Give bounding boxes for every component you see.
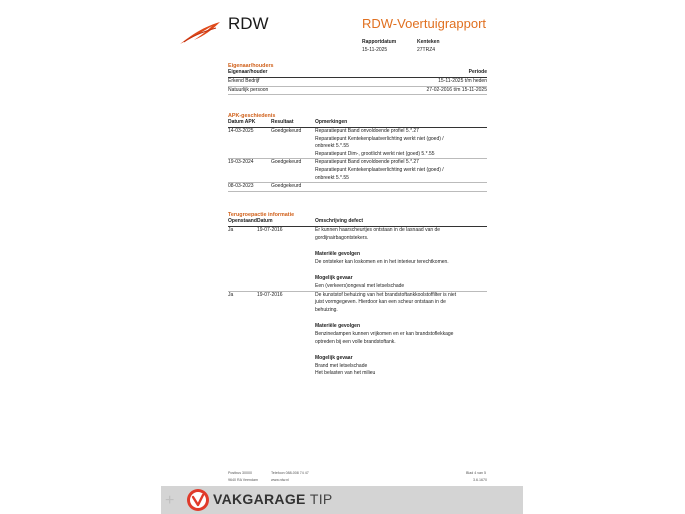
col-recall-date: Datum (257, 218, 273, 225)
period-cell: 27-02-2016 t/m 15-11-2025 (426, 86, 487, 93)
remark-line: Reparatiepunt Dim-, grootlicht werkt niet (goed) 5.*.55 (315, 150, 435, 157)
apk-result-cell: Goedgekeurd (271, 183, 302, 190)
consequence-label: Materiële gevolgen (315, 323, 361, 330)
col-period: Periode (468, 69, 487, 76)
holder-cell: Erkend Bedrijf (228, 78, 260, 84)
apk-section-title: APK-geschiedenis (228, 113, 276, 119)
vakgarage-banner (161, 486, 523, 514)
remark-line: Reparatiepunt Band onvoldoende profiel 5.*.27 (315, 159, 419, 166)
col-holder: Eigenaar/houder (228, 69, 268, 76)
apk-result-cell: Goedgekeurd (271, 159, 302, 166)
footer-website: www.rdw.nl (271, 478, 289, 482)
danger-label: Mogelijk gevaar (315, 355, 353, 362)
vakgarage-tip: TIP (309, 491, 333, 507)
recall-open-cell: Ja (228, 227, 234, 233)
table-row (228, 87, 487, 96)
defect-line: De kunststof behuizing van het brandstoftankkoolstoffilter is niet (315, 291, 457, 298)
consequence-label: Materiële gevolgen (315, 251, 361, 258)
defect-line: juist vormgegeven. Hierdoor kan een scheur ontstaan in de (315, 299, 446, 306)
danger-text: Brand met letselschade (315, 362, 368, 369)
remark-line: onbreekt 5.*.55 (315, 174, 349, 181)
footer-address-2: 9640 RA Veendam (228, 478, 258, 482)
vakgarage-wordmark (213, 491, 333, 507)
remark-line: Reparatiepunt Kentekenplaatverlichting werkt niet (goed) / (315, 135, 444, 142)
recall-header-row (228, 219, 487, 227)
spacer (315, 314, 456, 323)
recall-date-cell: 19-07-2016 (257, 291, 283, 298)
table-row (228, 227, 487, 292)
plate-label: Kenteken (417, 39, 440, 45)
consequence-text: De ontsteker kan loskomen en in het interieur terechtkomen. (315, 258, 449, 265)
apk-result-cell: Goedgekeurd (271, 128, 302, 134)
consequence-text: Benzinedampen kunnen vrijkomen en er kan brandstoflekkage (315, 330, 454, 337)
consequence-text: optreden bij een volle brandstoftank. (315, 338, 396, 345)
footer-phone: Telefoon 088-008 74 47 (271, 471, 309, 475)
report-date-label: Rapportdatum (362, 39, 397, 45)
danger-text: Een (verkeers)ongeval met letselschade (315, 282, 405, 289)
recall-date-cell: 19-07-2016 (257, 227, 283, 233)
recall-defect-cell (315, 227, 449, 291)
rdw-logo-icon (178, 20, 222, 46)
plate-value: 27TRZ4 (417, 47, 436, 53)
report-date-value: 15-11-2025 (362, 47, 388, 53)
col-remarks: Opmerkingen (315, 119, 348, 126)
apk-date-cell: 08-03-2023 (228, 183, 254, 190)
v-check-icon (190, 492, 206, 508)
footer-address-1: Postbus 30000 (228, 471, 252, 475)
spacer (315, 346, 456, 355)
vakgarage-badge-icon (187, 489, 209, 511)
table-row (228, 159, 487, 183)
recall-open-cell: Ja (228, 291, 234, 298)
col-open: Openstaand (228, 218, 257, 225)
apk-remarks-cell (315, 128, 444, 158)
defect-line: gordijnairbagontstekers. (315, 234, 369, 241)
recall-defect-cell (315, 292, 456, 378)
ghost-plus-icon: + (165, 492, 175, 509)
remark-line: Reparatiepunt Band onvoldoende profiel 5.*.27 (315, 128, 419, 134)
danger-label: Mogelijk gevaar (315, 275, 353, 282)
col-defect: Omschrijving defect (315, 218, 364, 225)
spacer (315, 242, 449, 251)
footer-doc-code: 3.6.1670 (473, 478, 487, 482)
apk-header-row (228, 120, 487, 128)
recall-table (228, 219, 487, 378)
badge-inner (190, 492, 206, 508)
apk-date-cell: 19-03-2024 (228, 159, 254, 166)
defect-line: behuizing. (315, 306, 338, 313)
table-row (228, 78, 487, 87)
remark-line: onbreekt 5.*.55 (315, 143, 349, 150)
report-title: RDW-Voertuigrapport (362, 16, 487, 31)
remark-line: Reparatiepunt Kentekenplaatverlichting werkt niet (goed) / (315, 166, 444, 173)
table-row (228, 292, 487, 378)
col-result: Resultaat (271, 119, 294, 126)
vakgarage-brand: VAKGARAGE (213, 491, 306, 507)
holder-cell: Natuurlijk persoon (228, 86, 269, 93)
table-row (228, 128, 487, 159)
danger-text: Het belasten van het milieu (315, 370, 376, 377)
period-cell: 15-11-2025 t/m heden (438, 78, 487, 84)
owners-section-title: Eigenaar/houders (228, 63, 274, 69)
defect-line: Er kunnen haarscheurtjes ontstaan in de lasnaad van de (315, 227, 441, 233)
recall-section-title: Terugroepactie informatie (228, 212, 295, 218)
col-apk-date: Datum APK (228, 119, 256, 126)
footer-page-number: Blad 4 van 5 (466, 471, 486, 475)
apk-remarks-cell (315, 159, 444, 182)
spacer (315, 266, 449, 275)
table-row (228, 183, 487, 192)
apk-date-cell: 14-03-2025 (228, 128, 254, 134)
apk-table (228, 120, 487, 192)
brand-name: RDW (228, 14, 269, 33)
owners-table (228, 70, 487, 95)
owners-header-row (228, 70, 487, 78)
